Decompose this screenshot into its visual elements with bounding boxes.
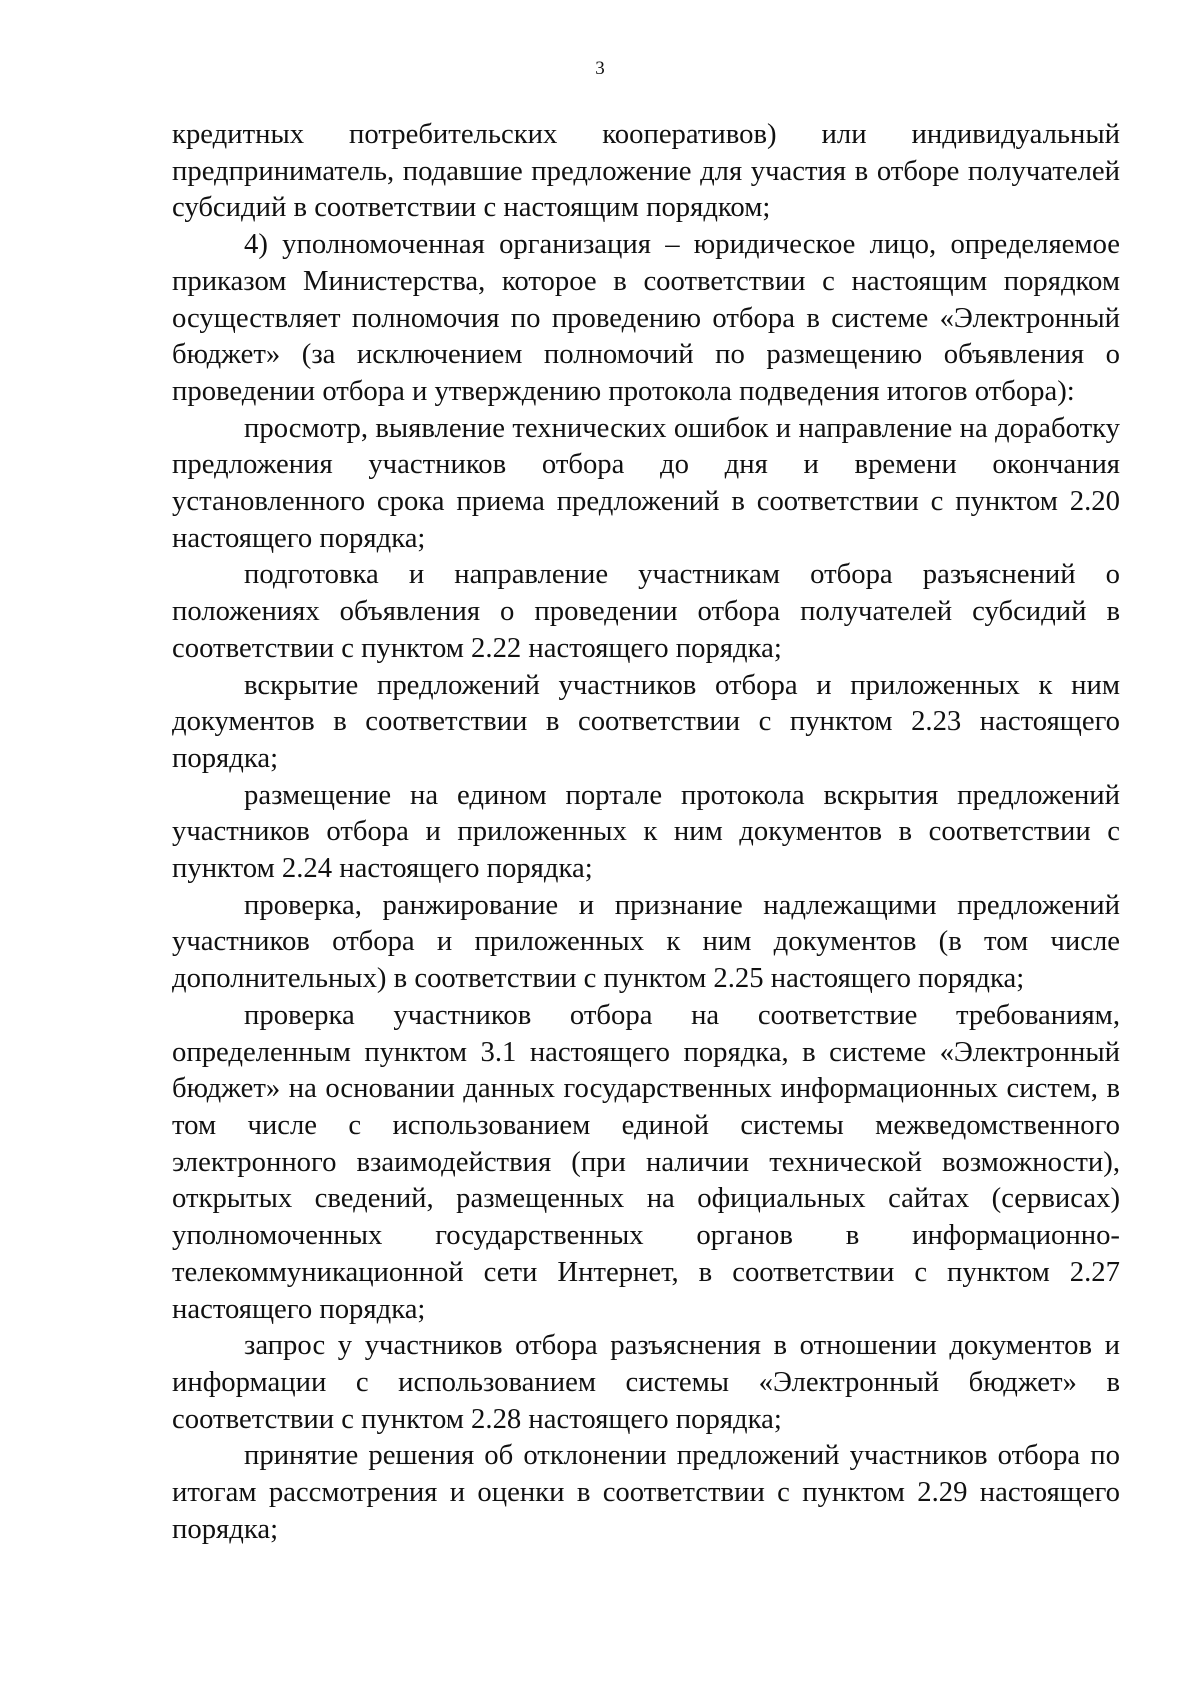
paragraph-3: просмотр, выявление технических ошибок и направление на доработку предложения участников отбора до дня и времени окончания установленного срока приема предложений в соответствии с пунктом 2.20 настоящего порядка; [172,411,1120,554]
paragraph-8: проверка участников отбора на соответствие требованиям, определенным пунктом 3.1 настоящего порядка, в системе «Электронный бюджет» на основании данных государственных информационных систем, в том числе с использованием единой системы межведомственного электронного взаимодействия (при наличии технической возможности), открытых сведений, размещенных на официальных сайтах (сервисах) уполномоченных государственных органов в информационно-телекоммуникационной сети Интернет, в соответствии с пунктом 2.27 настоящего порядка; [172,998,1120,1325]
document-body [172,116,1120,1547]
paragraph-4: подготовка и направление участникам отбора разъяснений о положениях объявления о проведении отбора получателей субсидий в соответствии с пунктом 2.22 настоящего порядка; [172,558,1120,664]
paragraph-7: проверка, ранжирование и признание надлежащими предложений участников отбора и приложенных к ним документов (в том числе дополнительных) в соответствии с пунктом 2.25 настоящего порядка; [172,888,1120,995]
paragraph-10: принятие решения об отклонении предложений участников отбора по итогам рассмотрения и оценки в соответствии с пунктом 2.29 настоящего порядка; [172,1439,1120,1545]
paragraph-1: кредитных потребительских кооперативов) или индивидуальный предприниматель, подавшие предложение для участия в отборе получателей субсидий в соответствии с настоящим порядком; [172,118,1120,224]
page-number: 3 [595,58,605,79]
paragraph-6: размещение на едином портале протокола вскрытия предложений участников отбора и приложенных к ним документов в соответствии с пунктом 2.24 настоящего порядка; [172,778,1120,885]
paragraph-9: запрос у участников отбора разъяснения в отношении документов и информации с использованием системы «Электронный бюджет» в соответствии с пунктом 2.28 настоящего порядка; [172,1329,1120,1435]
paragraph-5: вскрытие предложений участников отбора и приложенных к ним документов в соответствии в соответствии с пунктом 2.23 настоящего порядка; [172,668,1120,774]
paragraph-2: 4) уполномоченная организация – юридическое лицо, определяемое приказом Министерства, которое в соответствии с настоящим порядком осуществляет полномочия по проведению отбора в системе «Электронный бюджет» (за исключением полномочий по размещению объявления о проведении отбора и утверждению протокола подведения итогов отбора): [172,228,1120,407]
